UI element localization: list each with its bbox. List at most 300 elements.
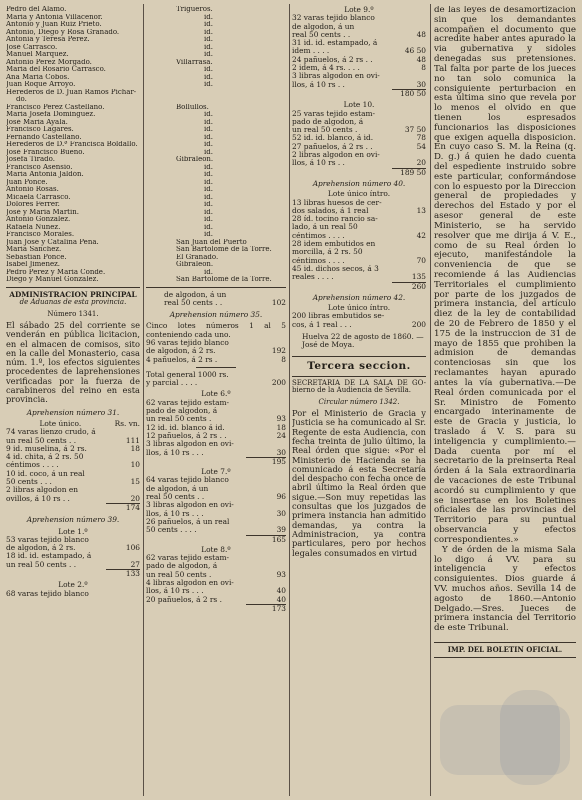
name-entry: Herederos de D. Juan Ramos Pichar-	[6, 88, 137, 96]
lot-row	[292, 199, 426, 207]
lot-value: 20	[416, 158, 426, 168]
name-entry: Micaela Carrasco.	[6, 193, 71, 201]
lot-row	[146, 518, 286, 526]
place-entry: íd.	[204, 118, 213, 126]
place-entry: íd.	[204, 36, 213, 43]
lote-label: Lote 6.º	[201, 389, 231, 399]
lot-value: 27	[130, 559, 140, 569]
lot-line: 64 varas tejido blanco	[146, 476, 229, 485]
lot-row	[6, 428, 140, 436]
lot-rows	[292, 110, 426, 168]
lot-line: llos, á 10 rs . .	[292, 80, 345, 89]
lot-row	[6, 461, 140, 469]
lot-line: 12 pañuelos, á 2 rs . .	[146, 431, 227, 440]
lot-rows	[146, 554, 286, 604]
lot-value: 30	[416, 79, 426, 89]
lot-row	[146, 485, 286, 493]
place-entry: íd.	[204, 126, 213, 133]
name-entry: Rafaela Nuñez.	[6, 223, 61, 231]
lot-row	[146, 501, 286, 509]
lot-value: 24	[276, 430, 286, 440]
lot-line: 4 pañuelos, á 2 rs .	[146, 355, 218, 364]
name-entry: José María Ayala.	[6, 118, 68, 126]
total-general: Total general 1000 rs.	[146, 369, 229, 379]
place-entry: íd.	[204, 81, 213, 88]
lot-row	[292, 215, 426, 223]
lot-line: pado de algodon, á	[146, 407, 218, 416]
lot-value: 48	[416, 54, 426, 64]
lot-row	[292, 159, 426, 167]
place-entry: íd.	[204, 133, 213, 141]
lot-value: 111	[125, 435, 140, 445]
lot-row	[146, 339, 286, 347]
lot-value: 93	[276, 414, 286, 424]
column-1	[6, 6, 140, 598]
place-entry: íd.	[204, 193, 213, 201]
lot-value: 102	[271, 297, 286, 307]
lot-line: 32 varas tejido blanco	[292, 14, 375, 23]
lot-value	[264, 476, 286, 484]
name-entry: Antonio, Diego y Rosa Granado.	[6, 28, 120, 36]
name-entry: José Francisco Bueno.	[6, 148, 85, 156]
lot-row	[146, 347, 286, 355]
aprehension-42: Aprehension número 42.	[312, 292, 406, 302]
lot-value	[404, 110, 426, 118]
name-entry: Pedro del Alamo.	[6, 6, 67, 13]
lot-value	[404, 215, 426, 223]
name-entry: Antonio Perez Morgado.	[6, 58, 92, 66]
lot-line: de algodon, á un	[292, 22, 355, 31]
lote-label: Lote 9.º	[344, 6, 374, 14]
lot-value: 46 50	[404, 46, 426, 56]
lot-line: reales . . . .	[292, 273, 334, 282]
lot-line: 9 id. muselina, á 2 rs.	[6, 444, 87, 453]
admin-subheading: de Aduanas de esta provincia.	[19, 298, 127, 306]
lot-value: 37 50	[404, 125, 426, 135]
name-entry: Juan José y Catalina Peña.	[6, 238, 99, 246]
lot-line: 2 libras algodon en	[6, 486, 78, 495]
lot-row	[292, 312, 426, 320]
lot-row	[146, 562, 286, 570]
lot-line: 3 libras algodon en ovi-	[146, 440, 234, 449]
lot-rows	[292, 199, 426, 282]
divider	[292, 356, 426, 357]
lot-line: llos, á 10 rs . . .	[146, 509, 204, 518]
lot-line: 74 varas lienzo crudo, á	[6, 428, 96, 437]
lot-row	[146, 510, 286, 518]
column-divider	[289, 4, 290, 796]
lot-rows	[146, 476, 286, 534]
lot-line: 2 idem, á 4 rs. . . .	[292, 64, 360, 73]
parcial-value: 200	[271, 378, 286, 388]
lot-row	[292, 273, 426, 281]
place-entry: íd.	[204, 223, 213, 231]
lot-row	[292, 232, 426, 240]
place-entry: íd.	[204, 268, 213, 276]
lote-label: Lote 2.º	[58, 580, 88, 590]
lot-value: 18	[276, 422, 286, 432]
name-entry: Sebastian Ponce.	[6, 253, 67, 261]
lot-line: real 50 cents . .	[292, 30, 351, 39]
lot-total: 180 50	[400, 88, 426, 98]
lot-total: 195	[271, 456, 286, 466]
lot-value: 15	[130, 477, 140, 487]
lot-line: llos, á 10 rs . . .	[146, 587, 204, 596]
lot-value: 18	[130, 443, 140, 453]
lot-row	[146, 449, 286, 457]
lot-line: 24 pañuelos, á 2 rs . .	[292, 55, 373, 64]
lot-value: 106	[125, 543, 140, 553]
name-entry: Ana María Cobos.	[6, 73, 70, 81]
place-entry: íd.	[204, 186, 213, 193]
lot-row	[146, 407, 286, 415]
lot-line: llos, á 10 rs . .	[292, 159, 345, 168]
lot-line: real 50 cents . .	[146, 493, 205, 502]
lot-line: un real 50 cents . .	[6, 560, 77, 569]
divider	[6, 287, 140, 288]
lot-line: 52 id. id. blanco, á id.	[292, 134, 374, 143]
lot-line: pado de algodon, á	[146, 562, 218, 571]
aprehension-40: Aprehension número 40.	[312, 178, 406, 188]
lot-row	[6, 478, 140, 486]
name-entry: José Carrasco.	[6, 43, 58, 51]
place-entry: Bollullos.	[176, 103, 209, 111]
lot-line: un real 50 cents .	[146, 570, 212, 579]
lot-line: cos, á 1 real . . .	[292, 320, 352, 329]
name-entry: María y Antonia Villaceñor.	[6, 13, 103, 21]
lot-line: 4 libras algodon en ovi-	[146, 579, 234, 587]
name-entry: Francisco Morales.	[6, 231, 75, 238]
lot-line: llos, á 10 rs . . .	[146, 448, 204, 457]
name-entry: María Antonia Jaldón.	[6, 171, 84, 178]
lot-row	[146, 424, 286, 432]
place-entry: San Bartolomé de la Torre.	[176, 276, 272, 283]
admin-heading: ADMINISTRACION PRINCIPAL	[9, 289, 137, 299]
place-entry: íd.	[204, 141, 213, 148]
circular-body: Por el Ministerio de Gracia y Justicia se ha comunicado al Sr. Regente de esta Audiencia, con fecha treinta de julio último, la Real órden que sigue: «Por el Ministerio de Hacienda se ha comunicado á esta Secretaría del despacho con fecha once de abril último la Real órden que sigue.—Son muy repetidas las consultas que los juzgados de primera instancia han admitido demandas, ya contra la Administracion, ya contra particulares, pero por hechos legales consumados en virtud	[292, 408, 426, 558]
lot-row	[6, 437, 140, 445]
lot-row	[146, 571, 286, 579]
lot-line: de algodon, á 2 rs.	[146, 347, 216, 356]
lot-row	[146, 440, 286, 448]
lot-row	[292, 56, 426, 64]
lot-line: un real 50 cents .	[292, 126, 358, 135]
lot-description: Cinco lotes números 1 al 5 conteniendo cada uno.	[146, 321, 286, 339]
lot-value	[404, 240, 426, 248]
column-4	[434, 6, 576, 661]
column-divider	[143, 4, 144, 796]
lot-line: 27 pañuelos, á 2 rs . .	[292, 142, 373, 151]
lot-value: 8	[281, 354, 286, 364]
lot-row	[146, 399, 286, 407]
lot-row	[292, 143, 426, 151]
name-entry: Manuel Marquez.	[6, 51, 69, 58]
lot-row	[146, 432, 286, 440]
lote-label: Lote 1.º	[58, 526, 88, 536]
lot-row	[146, 476, 286, 484]
circular-body-continued: de las leyes de desamortizacion sin que los demandantes acompañen el documento que acredite haber antes apurado la via gubernativa y sidoles denegadas sus pretensiones. Tal falta por parte de los jueces no tan solo comunica la consiguiente perturbacion en esta última sino que revela por lo menos el olvido en que tienen los espresados funcionarios las disposiciones que exigen aquella disposicion. En cuyo caso S. M. la Reina (q. D. g.) á quien he dado cuenta del espediente instruido sobre este particular, conformándose con lo espuesto por la Direccion general de propiedades y derechos del Estado y por el asesor general de este Ministerio, se ha servido resolver que me dirija á V. E., como de su Real órden lo ejecuto, manifestándole la conveniencia de que se recomiende á las Audiencias Territoriales el cumplimiento por parte de los juzgados de primera instancia, del artículo diez de la ley de contabilidad de 20 de Febrero de 1850 y el 175 de la instruccion de 31 de mayo de 1855 que prohiben la admision de demandas contenciosas sin que los reclamantes hayan apurado antes la vía gubernativa.—De Real órden comunicada por el Sr. Ministro de Fomento encargado interinamente de este de Gracia y justicia, lo traslado á V. S. para su inteligencia y cumplimiento.—Dada cuenta por mí el secretario de la preinserta Real órden á la Sala extraordinaria de vacaciones de este Tribunal acordó su cumplimiento y que se insertase en los Boletines oficiales de las provincias del Territorio para su puntual observancia y efectos correspondientes.»	[434, 6, 576, 545]
place-entry: íd.	[204, 163, 213, 171]
place-entry: íd.	[204, 111, 213, 118]
lot-line: 45 id. dichos secos, á 3	[292, 264, 379, 273]
lot-row	[292, 151, 426, 159]
place-entry: íd.	[204, 28, 213, 36]
lot-row	[292, 257, 426, 265]
lote-label: Lote único íntro.	[327, 189, 391, 199]
name-entry: María Sanchez.	[6, 246, 62, 253]
lot-line: 53 varas tejido blanco	[6, 535, 89, 544]
lot-total: 260	[411, 281, 426, 291]
lot-value: 30	[276, 447, 286, 457]
lote-label: Lote 8.º	[201, 544, 231, 554]
name-entry: Herederos de D.ª Francisca Boldallo.	[6, 141, 138, 148]
place-entry: Trigueros.	[176, 6, 213, 13]
aprehension-35: Aprehension número 35.	[169, 310, 263, 320]
lot-rows	[6, 428, 140, 503]
name-entry: Pedro Perez y María Conde.	[6, 268, 106, 276]
lot-line: real 50 cents . .	[164, 298, 223, 307]
lot-line: céntimos . . . .	[292, 231, 345, 240]
lot-line: 26 pañuelos, á un real	[146, 517, 230, 526]
place-entry: Gibraleon.	[176, 261, 214, 268]
place-entry: El Granado.	[176, 253, 219, 261]
lot-row	[6, 453, 140, 461]
lot-line: de algodon, á un	[146, 484, 209, 493]
column-2	[146, 6, 286, 613]
name-entry: Antonio Gonzalez.	[6, 216, 71, 223]
lot-row	[292, 47, 426, 55]
lot-row	[292, 265, 426, 273]
lote-label: Lote 7.º	[201, 467, 231, 477]
name-entry: Isabel Jimenez.	[6, 261, 61, 268]
place-entry: San Juan del Puerto	[176, 238, 247, 246]
place-entry: íd.	[204, 216, 213, 223]
lot-row	[146, 579, 286, 587]
lot-value	[404, 14, 426, 22]
lot-rows	[6, 536, 140, 569]
lot-row	[6, 536, 140, 544]
lot-line: céntimos . . . .	[292, 256, 345, 265]
lot-line: 4 id. chita, á 2 rs. 50	[6, 453, 84, 462]
lot-row	[146, 526, 286, 534]
lote-label: Lote 10.	[343, 100, 375, 110]
lot-total: 189 50	[400, 167, 426, 177]
lot-total: 165	[271, 534, 286, 544]
place-entry: íd.	[204, 148, 213, 156]
secretaria-heading: SECRETARIA DE LA SALA DE GO-bierno de la Audiencia de Sevilla.	[292, 378, 426, 395]
dateline: Huelva 22 de agosto de 1860. —José de Moya.	[302, 331, 424, 350]
lot-row	[146, 493, 286, 501]
lot-line: 200 libras embutidos se-	[292, 312, 385, 321]
lote-label: Lote único.	[39, 419, 82, 428]
sale-paragraph: El sábado 25 del corriente se venderán en pública licitacion, en el almacen de comisos, sito en la calle del Monasterio, casa núm. 1.º, los efectos siguientes procedentes de laprehensiones verificadas por la fuerza de carabineros del reino en esta provincia.	[6, 320, 140, 405]
printer-imprint: IMP. DEL BOLETIN OFICIAL.	[447, 645, 563, 654]
lot-row	[6, 495, 140, 503]
lot-rows	[292, 312, 426, 329]
lot-total: 173	[271, 603, 286, 613]
lot-value: 8	[421, 63, 426, 73]
name-entry: Josefa Tirado.	[6, 156, 55, 163]
lot-line: 50 cents . . . .	[146, 526, 197, 535]
place-entry: íd.	[204, 231, 213, 238]
lot-value: 135	[411, 272, 426, 282]
place-entry: íd.	[204, 13, 213, 21]
lot-line: 18 id. id. estampado, á	[6, 552, 92, 561]
name-entry: Antonio y Juan Ruiz Prieto.	[6, 21, 102, 28]
lot-value: 78	[416, 133, 426, 143]
lot-row	[292, 207, 426, 215]
lot-value: 54	[416, 141, 426, 151]
lot-row	[292, 31, 426, 39]
aprehension-31: Aprehension número 31.	[26, 407, 120, 417]
lot-rows	[146, 339, 286, 364]
column-divider	[430, 4, 431, 796]
name-entry: do.	[16, 96, 27, 103]
aprehension-39: Aprehension número 39.	[26, 515, 120, 525]
name-entry: Francisco Lagares.	[6, 126, 74, 133]
name-entry: Antonia y Teresa Perez.	[6, 36, 90, 43]
lot-line: un real 50 cents . .	[6, 436, 77, 445]
name-entry: Juan Ponce.	[6, 178, 48, 186]
lot-row	[292, 64, 426, 72]
place-entry: Gibraleon.	[176, 156, 214, 163]
name-entry: Juan Roque Arroyo.	[6, 81, 76, 88]
parcial-label: y parcial . . . .	[146, 379, 198, 388]
places-list	[146, 6, 286, 284]
name-entry: Antonio Rosas.	[6, 186, 59, 193]
lot-total: 174	[125, 502, 140, 512]
lot-row	[146, 596, 286, 604]
place-entry: San Bartolomé de la Torre.	[176, 246, 272, 253]
place-entry: íd.	[204, 43, 213, 51]
place-entry: íd.	[204, 171, 213, 178]
lot-row	[6, 552, 140, 560]
divider	[434, 657, 576, 658]
place-entry: íd.	[204, 178, 213, 186]
numero: Número 1341.	[47, 309, 99, 318]
lot-line: 13 libras huesos de cer-	[292, 198, 382, 207]
lot-row	[292, 134, 426, 142]
lot-value: 93	[276, 569, 286, 579]
name-entry: José y María Martin.	[6, 208, 79, 216]
lot-value: 192	[271, 346, 286, 356]
place-entry	[146, 96, 286, 104]
lot-row	[292, 72, 426, 80]
divider	[292, 376, 426, 377]
lot-row	[6, 445, 140, 453]
lot-row	[292, 240, 426, 248]
lot-line: morcilla, á 2 rs. 50	[292, 248, 363, 257]
lot-value: 48	[416, 29, 426, 39]
lot-value: 42	[416, 230, 426, 240]
place-entry: íd.	[204, 201, 213, 208]
lot-row	[292, 23, 426, 31]
lot-row	[146, 356, 286, 364]
lot-value	[264, 554, 286, 562]
place-entry	[146, 89, 286, 97]
place-entry: íd.	[204, 73, 213, 81]
lot-value: 20	[130, 493, 140, 503]
lot-value: 10	[130, 460, 140, 470]
lot-line: 10 id. coco, á un real	[6, 469, 85, 478]
name-entry: María Josefa Dominguez.	[6, 111, 96, 118]
closing-paragraph: Y de órden de la misma Sala lo digo á VV. para su inteligencia y efectos consiguientes. Dios guarde á VV. muchos años. Sevilla 14 de agosto de 1860.—Antonio Delgado.—Sres. Jueces de primera instancia del Territorio de este Tribunal.	[434, 544, 576, 634]
circular-number: Circular número 1342.	[318, 397, 400, 406]
divider	[434, 642, 576, 643]
lot-line: 31 id. id. estampado, á	[292, 39, 378, 48]
lot-row	[6, 561, 140, 569]
lot-line: 62 varas tejido estam-	[146, 398, 229, 407]
library-stamp	[500, 690, 560, 785]
lot-line: 20 pañuelos, á 2 rs .	[146, 595, 222, 604]
lot-line: 12 id. id. blanco á id.	[146, 423, 225, 432]
lot-line: 3 libras algodon en ovi-	[292, 72, 380, 81]
lot-value	[264, 399, 286, 407]
currency-label: Rs. vn.	[114, 418, 140, 428]
place-entry: Villarrasa.	[176, 58, 213, 66]
name-entry: Fernando Castellano.	[6, 133, 82, 141]
section-title: Tercera seccion.	[307, 359, 411, 372]
lot-line: de algodon, á un	[164, 290, 227, 299]
place-entry: íd.	[204, 51, 213, 58]
lot-row	[146, 587, 286, 595]
lot-value: 200	[411, 319, 426, 329]
name-entry: María del Rosario Carrasco.	[6, 66, 106, 73]
lot-row	[292, 81, 426, 89]
lot-line: 96 varas tejido blanco	[146, 338, 229, 347]
lot-row	[292, 248, 426, 256]
lot-row	[146, 415, 286, 423]
lot-value: 39	[276, 525, 286, 535]
lot-line: lado, á un real 50	[292, 223, 358, 232]
name-entry: Francisco Perez Castellano.	[6, 103, 105, 111]
lot-line: 68 varas tejido blanco	[6, 589, 89, 598]
lot-value: 13	[416, 205, 426, 215]
lot-row	[292, 321, 426, 329]
lot-value: 40	[276, 594, 286, 604]
lot-row	[292, 110, 426, 118]
column-3	[292, 6, 426, 558]
lot-line: céntimos . . . .	[6, 461, 59, 470]
lot-row	[6, 544, 140, 552]
lot-line: 28 íd. tocino rancio sa-	[292, 215, 378, 224]
lot-line: 3 libras algodon en ovi-	[146, 501, 234, 510]
name-entry: Dolores Ferrer.	[6, 201, 60, 208]
lot-rows	[292, 14, 426, 89]
lot-total: 133	[125, 569, 140, 579]
place-entry: íd.	[204, 21, 213, 28]
name-entry: Diego y Manuel Gonzalez.	[6, 276, 99, 283]
lot-value: 70	[416, 255, 426, 265]
lot-line: 25 varas tejido estam-	[292, 109, 375, 118]
lot-line: de algodon, á 2 rs.	[6, 544, 76, 553]
lot-row	[292, 126, 426, 134]
lot-line: 50 cents . . .	[6, 478, 52, 487]
lot-line: 28 idem embutidos en	[292, 240, 376, 249]
lot-row	[6, 470, 140, 478]
place-entry: íd.	[204, 208, 213, 216]
place-entry: íd.	[204, 66, 213, 73]
name-entry: Francisco Asensio.	[6, 163, 73, 171]
lot-line: ovillos, á 10 rs . .	[6, 494, 70, 503]
lot-value: 96	[276, 492, 286, 502]
lot-line: 62 varas tejido estam-	[146, 554, 229, 563]
lot-row	[292, 223, 426, 231]
lot-rows	[146, 399, 286, 457]
lot-value: 40	[276, 586, 286, 596]
divider	[146, 287, 286, 288]
lot-row	[146, 554, 286, 562]
